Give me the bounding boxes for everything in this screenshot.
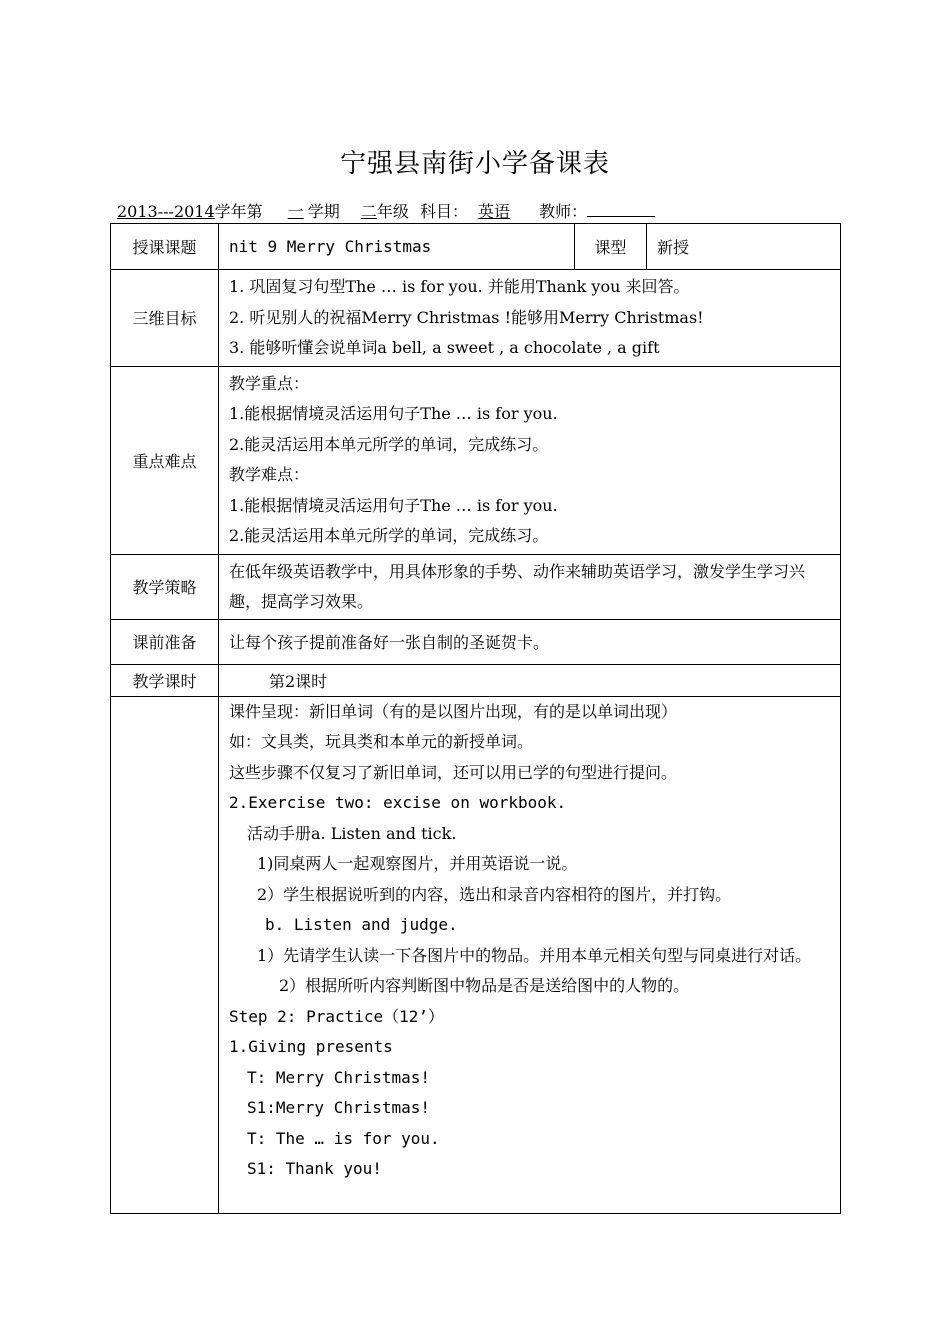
key-points-label: 重点难点 (111, 366, 219, 554)
process-line: Step 2: Practice（12’） (229, 1006, 445, 1026)
teacher-label: 教师： (539, 202, 588, 221)
preparation-label: 课前准备 (111, 619, 219, 664)
period-label: 教学课时 (111, 664, 219, 696)
row-process (111, 696, 841, 1213)
process-line: 1.Giving presents (229, 1037, 393, 1056)
row-topic (111, 224, 841, 270)
row-key-points (111, 366, 841, 554)
key-line: 1.能根据情境灵活运用句子The … is for you. (229, 495, 558, 515)
lesson-plan-table (110, 223, 841, 1214)
term-suffix: 学期 (307, 202, 340, 221)
row-period (111, 664, 841, 696)
process-line: 2）根据所听内容判断图中物品是否是送给图中的人物的。 (279, 976, 690, 995)
process-line: 1）先请学生认读一下各图片中的物品。并用本单元相关句型与同桌进行对话。 (257, 945, 812, 965)
school-year-suffix: 学年第 (214, 202, 263, 221)
grade: 二 (360, 202, 377, 221)
key-line: 教学难点： (229, 465, 310, 484)
key-line: 1.能根据情境灵活运用句子The … is for you. (229, 404, 558, 423)
goal-line: 3. 能够听懂会说单词a bell, a sweet , a chocolate , a gift (229, 338, 660, 357)
term: 一 (287, 202, 304, 221)
key-line: 2.能灵活运用本单元所学的单词，完成练习。 (229, 434, 549, 454)
key-points-content (219, 366, 841, 554)
process-line: T: The … is for you. (247, 1128, 440, 1148)
process-line: 课件呈现：新旧单词（有的是以图片出现，有的是以单词出现） (229, 701, 678, 721)
topic-label: 授课课题 (111, 224, 219, 270)
subject-label: 科目： (420, 202, 469, 221)
school-year: 2013---2014 (117, 202, 215, 221)
process-line: 2.Exercise two: excise on workbook. (229, 793, 567, 812)
process-line: 如：文具类，玩具类和本单元的新授单词。 (229, 732, 534, 751)
key-line: 2.能灵活运用本单元所学的单词，完成练习。 (229, 526, 549, 545)
row-goals (111, 270, 841, 367)
strategy-text: 在低年级英语教学中，用具体形象的手势、动作来辅助英语学习，激发学生学习兴趣，提高学习效果。 (219, 554, 841, 619)
goals-label: 三维目标 (111, 270, 219, 367)
row-strategy (111, 554, 841, 619)
process-line: S1: Thank you! (247, 1159, 382, 1178)
process-line: 这些步骤不仅复习了新旧单词，还可以用已学的句型进行提问。 (229, 762, 678, 782)
lesson-type-label: 课型 (575, 224, 647, 270)
key-line: 教学重点： (229, 373, 310, 393)
process-content (219, 696, 841, 1213)
process-line: S1:Merry Christmas! (247, 1098, 431, 1117)
period-cell (219, 664, 841, 696)
process-line: 2）学生根据说听到的内容，选出和录音内容相符的图片，并打钩。 (257, 884, 732, 904)
process-line: 活动手册a. Listen and tick. (247, 823, 457, 843)
goal-line: 2. 听见别人的祝福Merry Christmas !能够用Merry Christmas! (229, 307, 704, 327)
subject: 英语 (478, 202, 511, 221)
goal-line: 1. 巩固复习句型The … is for you. 并能用Thank you 来回答。 (229, 277, 690, 296)
topic-value: nit 9 Merry Christmas (219, 224, 575, 270)
goals-content (219, 270, 841, 367)
strategy-label: 教学策略 (111, 554, 219, 619)
row-preparation (111, 619, 841, 664)
process-line: 1)同桌两人一起观察图片，并用英语说一说。 (257, 854, 578, 873)
preparation-text: 让每个孩子提前准备好一张自制的圣诞贺卡。 (219, 619, 841, 664)
header-meta (117, 199, 655, 222)
process-line: b. Listen and judge. (265, 915, 458, 934)
process-label (111, 696, 219, 1213)
period-text: 第2课时 (269, 671, 328, 691)
teacher-blank (587, 201, 655, 217)
grade-suffix: 年级 (376, 202, 409, 221)
lesson-type-value: 新授 (647, 224, 841, 270)
page-title: 宁强县南街小学备课表 (339, 149, 610, 179)
process-line: T: Merry Christmas! (247, 1067, 431, 1087)
